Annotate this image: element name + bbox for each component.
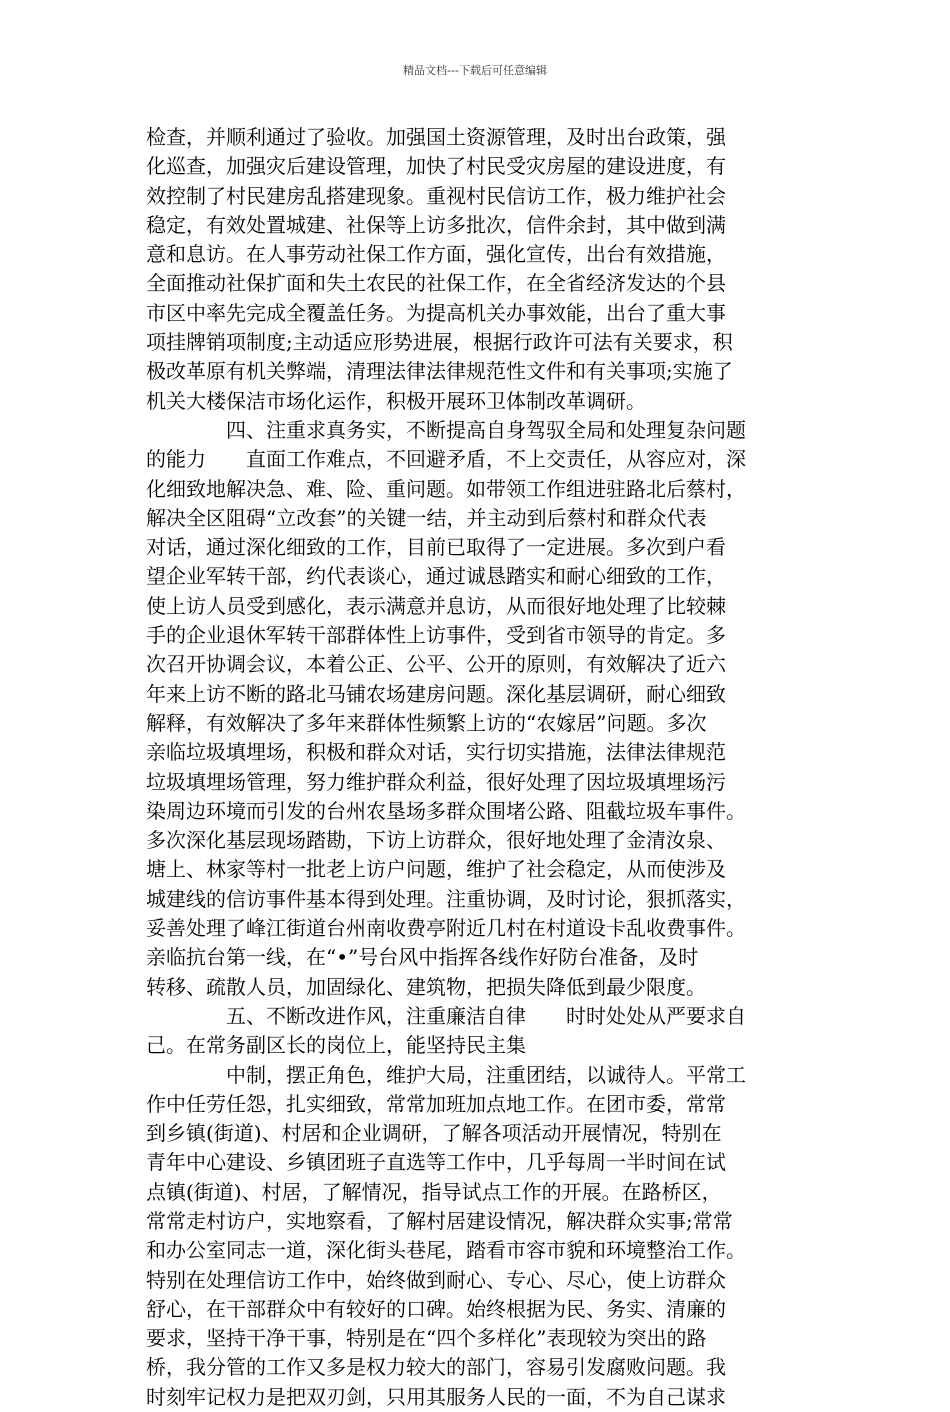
text-line: 五、不断改进作风，注重廉洁自律 时时处处从严要求自 (146, 1003, 746, 1028)
text-line: 望企业军转干部，约代表谈心，通过诚恳踏实和耐心细致的工作， (146, 564, 726, 589)
text-line: 意和息访。在人事劳动社保工作方面，强化宣传，出台有效措施， (146, 242, 726, 267)
text-line: 手的企业退休军转干部群体性上访事件，受到省市领导的肯定。多 (146, 623, 726, 648)
text-line: 点镇(街道)、村居，了解情况，指导试点工作的开展。在路桥区， (146, 1179, 722, 1204)
text-line: 机关大楼保洁市场化运作，积极开展环卫体制改革调研。 (146, 388, 646, 413)
text-line: 垃圾填埋场管理，努力维护群众利益，很好处理了因垃圾填埋场污 (146, 769, 726, 794)
text-line: 亲临垃圾填埋场，积极和群众对话，实行切实措施，法律法律规范 (146, 740, 726, 765)
text-line: 四、注重求真务实，不断提高自身驾驭全局和处理复杂问题 (146, 417, 746, 442)
text-line: 解决全区阻碍“立改套”的关键一结，并主动到后蔡村和群众代表 (146, 505, 707, 530)
text-line: 解释，有效解决了多年来群体性频繁上访的“农嫁居”问题。多次 (146, 710, 707, 735)
text-line: 效控制了村民建房乱搭建现象。重视村民信访工作，极力维护社会 (146, 183, 726, 208)
text-line: 化细致地解决急、难、险、重问题。如带领工作组进驻路北后蔡村， (146, 476, 746, 501)
text-line: 转移、疏散人员，加固绿化、建筑物，把损失降低到最少限度。 (146, 974, 706, 999)
header-note: 精品文档---下载后可任意编辑 (403, 64, 547, 77)
text-line: 到乡镇(街道)、村居和企业调研，了解各项活动开展情况，特别在 (146, 1121, 722, 1146)
text-line: 青年中心建设、乡镇团班子直选等工作中，几乎每周一半时间在试 (146, 1150, 726, 1175)
text-line: 要求，坚持干净干事，特别是在“四个多样化”表现较为突出的路 (146, 1326, 707, 1351)
text-line: 市区中率先完成全覆盖任务。为提高机关办事效能，出台了重大事 (146, 300, 726, 325)
text-line: 极改革原有机关弊端，清理法律法律规范性文件和有关事项;实施了 (146, 359, 733, 384)
text-line: 对话，通过深化细致的工作，目前已取得了一定进展。多次到户看 (146, 535, 726, 560)
text-line: 稳定，有效处置城建、社保等上访多批次，信件余封，其中做到满 (146, 212, 726, 237)
text-line: 舒心，在干部群众中有较好的口碑。始终根据为民、务实、清廉的 (146, 1296, 726, 1321)
text-line: 使上访人员受到感化，表示满意并息访，从而很好地处理了比较棘 (146, 593, 726, 618)
text-line: 项挂牌销项制度;主动适应形势进展，根据行政许可法有关要求，积 (146, 330, 733, 355)
text-line: 的能力 直面工作难点，不回避矛盾，不上交责任，从容应对，深 (146, 447, 746, 472)
text-line: 常常走村访户，实地察看，了解村居建设情况，解决群众实事;常常 (146, 1208, 733, 1233)
text-line: 染周边环境而引发的台州农垦场多群众围堵公路、阻截垃圾车事件。 (146, 798, 746, 823)
text-line: 时刻牢记权力是把双刃剑，只用其服务人民的一面，不为自己谋求 (146, 1384, 726, 1409)
body-text (146, 123, 836, 1412)
text-line: 城建线的信访事件基本得到处理。注重协调，及时讨论，狠抓落实， (146, 886, 746, 911)
text-line: 多次深化基层现场踏勘，下访上访群众，很好地处理了金清汝泉、 (146, 828, 726, 853)
text-line: 塘上、林家等村一批老上访户问题，维护了社会稳定，从而使涉及 (146, 857, 726, 882)
text-line: 化巡查，加强灾后建设管理，加快了村民受灾房屋的建设进度，有 (146, 154, 726, 179)
text-line: 己。在常务副区长的岗位上，能坚持民主集 (146, 1033, 526, 1058)
text-line: 桥，我分管的工作又多是权力较大的部门，容易引发腐败问题。我 (146, 1355, 726, 1380)
text-line: 和办公室同志一道，深化街头巷尾，踏看市容市貌和环境整治工作。 (146, 1238, 746, 1263)
text-line: 特别在处理信访工作中，始终做到耐心、专心、尽心，使上访群众 (146, 1267, 726, 1292)
text-line: 次召开协调会议，本着公正、公平、公开的原则，有效解决了近六 (146, 652, 726, 677)
text-line: 全面推动社保扩面和失土农民的社保工作，在全省经济发达的个县 (146, 271, 726, 296)
text-line: 检查，并顺利通过了验收。加强国土资源管理，及时出台政策，强 (146, 125, 726, 149)
text-line: 亲临抗台第一线，在“•”号台风中指挥各线作好防台准备，及时 (146, 945, 699, 970)
text-line: 年来上访不断的路北马铺农场建房问题。深化基层调研，耐心细致 (146, 681, 726, 706)
text-line: 作中任劳任怨，扎实细致，常常加班加点地工作。在团市委，常常 (146, 1091, 726, 1116)
text-line: 中制，摆正角色，维护大局，注重团结，以诚待人。平常工 (146, 1062, 746, 1087)
text-line: 妥善处理了峰江街道台州南收费亭附近几村在村道设卡乱收费事件。 (146, 916, 746, 941)
